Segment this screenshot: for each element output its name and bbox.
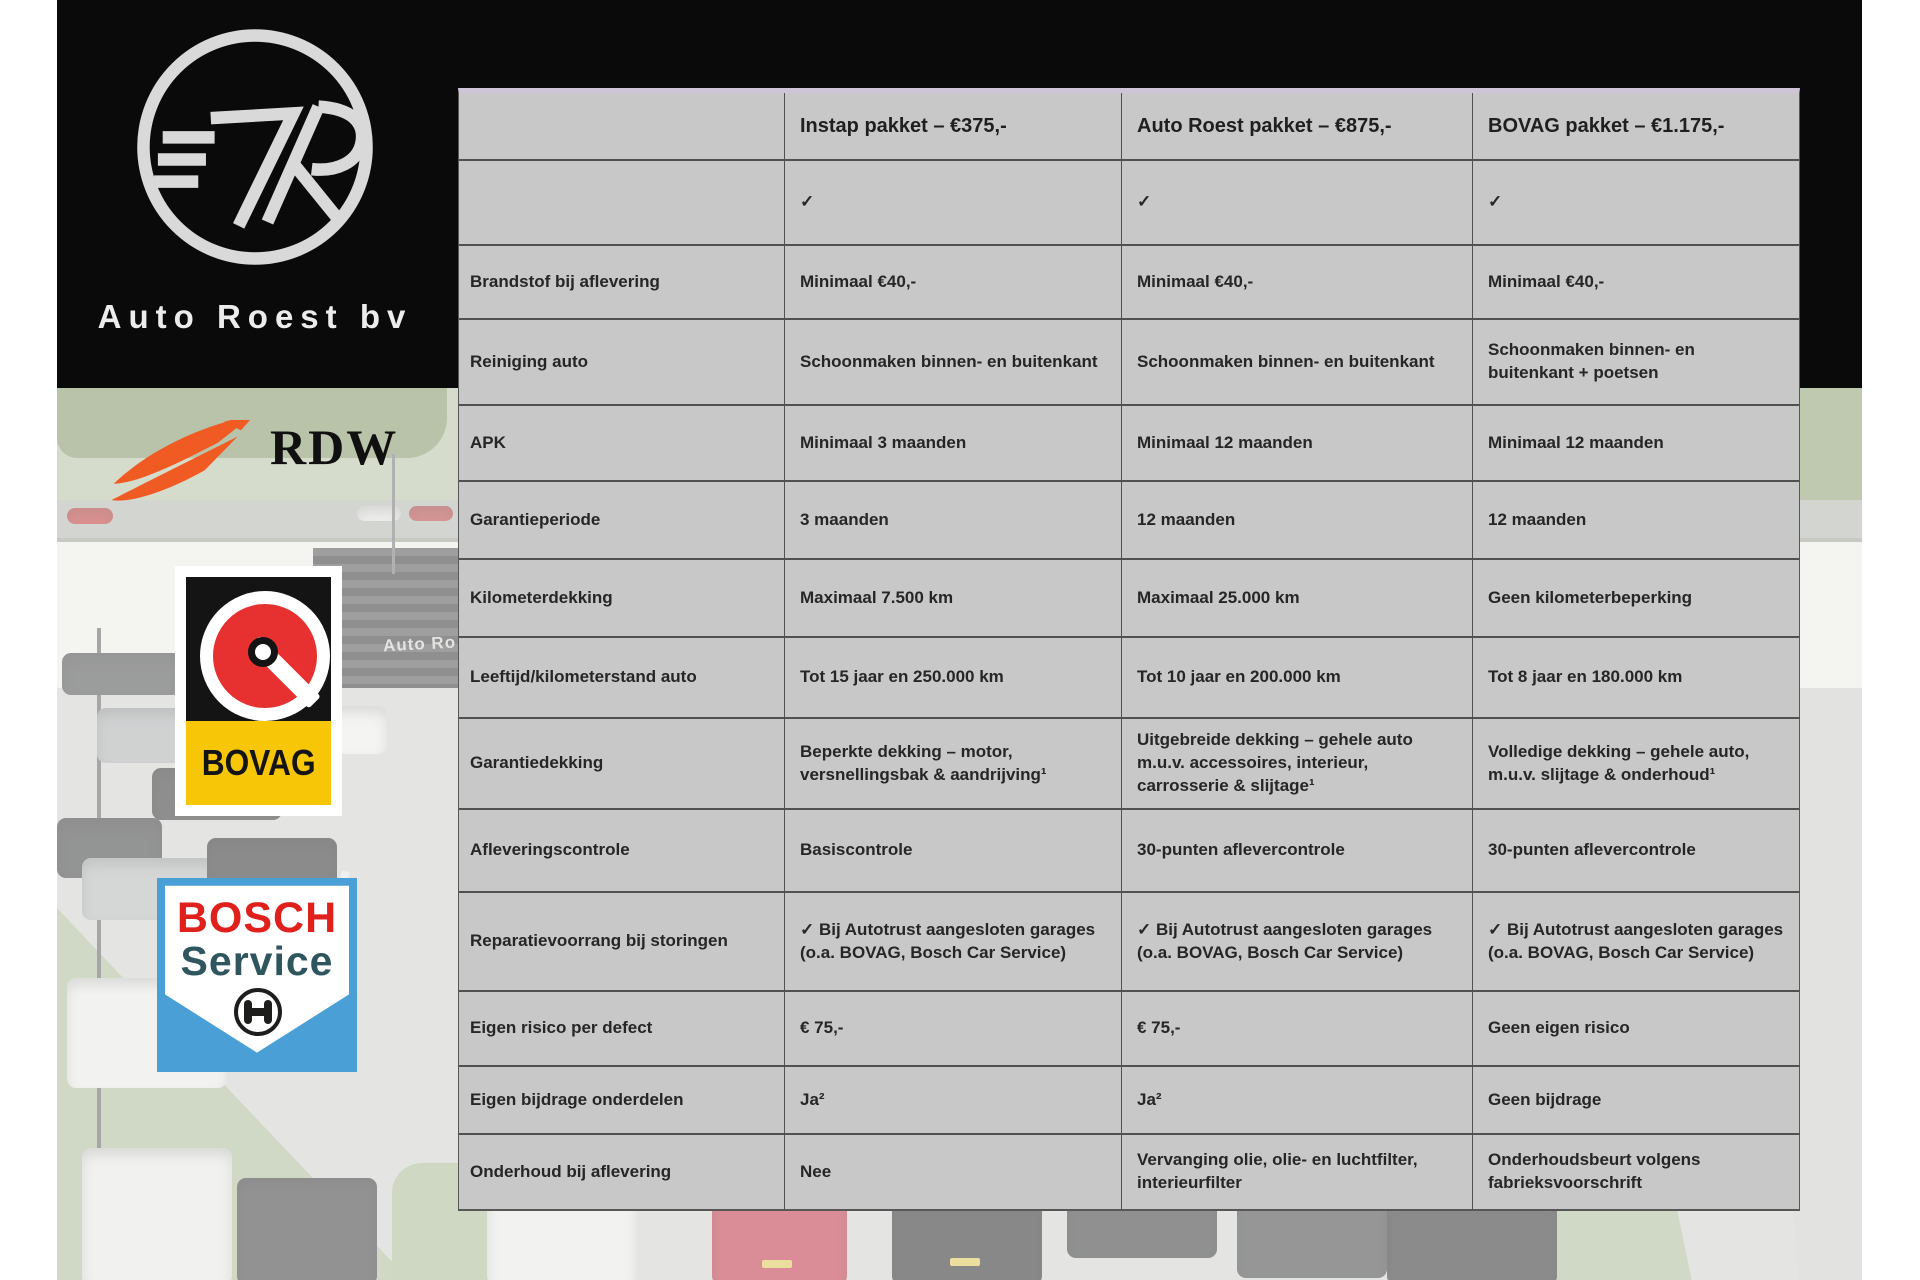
row-label-garantiedekking: Garantiedekking <box>459 719 785 810</box>
cell-eigen-risico-autoroest: € 75,- <box>1122 992 1473 1067</box>
cell-afleveringscontrole-bovag: 30-punten aflevercontrole <box>1473 810 1799 893</box>
road-car <box>409 506 453 521</box>
cell-reiniging-instap: Schoonmaken binnen- en buitenkant <box>785 320 1122 406</box>
cell-brandstof-instap: Minimaal €40,- <box>785 246 1122 320</box>
row-label-reparatievoorrang: Reparatievoorrang bij storingen <box>459 893 785 992</box>
cell-garantiedekking-bovag: Volledige dekking – gehele auto, m.u.v. slijtage & onderhoud¹ <box>1473 719 1799 810</box>
row-label-eigen-bijdrage: Eigen bijdrage onderdelen <box>459 1067 785 1135</box>
cell-garantieperiode-bovag: 12 maanden <box>1473 482 1799 560</box>
cell-eigen-bijdrage-bovag: Geen bijdrage <box>1473 1067 1799 1135</box>
cell-brandstof-autoroest: Minimaal €40,- <box>1122 246 1473 320</box>
rdw-wordmark: RDW <box>270 419 399 475</box>
cell-eigen-bijdrage-instap: Ja² <box>785 1067 1122 1135</box>
rdw-logo <box>108 412 408 512</box>
cell-eigen-bijdrage-autoroest: Ja² <box>1122 1067 1473 1135</box>
row-label-kilometerdekking: Kilometerdekking <box>459 560 785 638</box>
cell-leeftijd-instap: Tot 15 jaar en 250.000 km <box>785 638 1122 719</box>
cell-leeftijd-autoroest: Tot 10 jaar en 200.000 km <box>1122 638 1473 719</box>
cell-garantiedekking-autoroest: Uitgebreide dekking – gehele auto m.u.v. accessoires, interieur, carrosserie & slijtage¹ <box>1122 719 1473 810</box>
bovag-q-icon <box>186 577 331 721</box>
header-label-cell <box>459 93 785 161</box>
license-plate <box>762 1260 792 1268</box>
package-comparison-table <box>458 88 1800 1211</box>
cell-kilometerdekking-autoroest: Maximaal 25.000 km <box>1122 560 1473 638</box>
cell-apk-instap: Minimaal 3 maanden <box>785 406 1122 482</box>
parked-car <box>62 653 182 695</box>
row-label-leeftijd: Leeftijd/kilometerstand auto <box>459 638 785 719</box>
parked-car <box>237 1178 377 1280</box>
cell-afleveringscontrole-instap: Basiscontrole <box>785 810 1122 893</box>
cell-reiniging-bovag: Schoonmaken binnen- en buitenkant + poetsen <box>1473 320 1799 406</box>
cell-eigen-risico-bovag: Geen eigen risico <box>1473 992 1799 1067</box>
cell-brandstof-bovag: Minimaal €40,- <box>1473 246 1799 320</box>
cell-onderhoud-bovag: Onderhoudsbeurt volgens fabrieksvoorschrift <box>1488 1150 1701 1192</box>
building-sign: Auto Ro <box>382 632 457 656</box>
bovag-logo <box>175 566 342 816</box>
cell-garantieperiode-instap: 3 maanden <box>785 482 1122 560</box>
cell-included-check: ✓ <box>785 161 1122 246</box>
row-label-afleveringscontrole: Afleveringscontrole <box>459 810 785 893</box>
cell-apk-autoroest: Minimaal 12 maanden <box>1122 406 1473 482</box>
header-instap-pakket: Instap pakket – €375,- <box>785 93 1122 161</box>
row-label-eigen-risico: Eigen risico per defect <box>459 992 785 1067</box>
cell-kilometerdekking-instap: Maximaal 7.500 km <box>785 560 1122 638</box>
cell-reparatievoorrang-instap: ✓ Bij Autotrust aangesloten garages (o.a. BOVAG, Bosch Car Service) <box>785 893 1122 992</box>
cell-garantiedekking-instap: Beperkte dekking – motor, versnellingsbak & aandrijving¹ <box>785 719 1122 810</box>
cell-eigen-risico-instap: € 75,- <box>785 992 1122 1067</box>
bosch-service-wordmark: Service <box>180 938 334 984</box>
cell-included-check: ✓ <box>1122 161 1473 246</box>
cell-reparatievoorrang-bovag: ✓ Bij Autotrust aangesloten garages (o.a. BOVAG, Bosch Car Service) <box>1473 893 1799 992</box>
row-label-garantieperiode: Garantieperiode <box>459 482 785 560</box>
cell-onderhoud-instap: Nee <box>785 1135 1122 1209</box>
row-label-onderhoud: Onderhoud bij aflevering <box>459 1135 785 1209</box>
license-plate <box>950 1258 980 1266</box>
road-car <box>67 508 113 524</box>
parked-car <box>82 1148 232 1280</box>
row-label <box>459 161 785 246</box>
cell-apk-bovag: Minimaal 12 maanden <box>1473 406 1799 482</box>
auto-roest-logo <box>90 22 420 336</box>
cell-reiniging-autoroest: Schoonmaken binnen- en buitenkant <box>1122 320 1473 406</box>
header-bovag-pakket: BOVAG pakket – €1.175,- <box>1473 93 1799 161</box>
cell-reparatievoorrang-autoroest: ✓ Bij Autotrust aangesloten garages (o.a. BOVAG, Bosch Car Service) <box>1122 893 1473 992</box>
cell-kilometerdekking-bovag: Geen kilometerbeperking <box>1473 560 1799 638</box>
cell-included-check: ✓ <box>1473 161 1799 246</box>
row-label-brandstof: Brandstof bij aflevering <box>459 246 785 320</box>
bovag-center-dot <box>248 637 278 667</box>
bosch-wordmark: BOSCH <box>176 894 338 942</box>
cell-leeftijd-bovag: Tot 8 jaar en 180.000 km <box>1473 638 1799 719</box>
bosch-armature-icon <box>232 986 284 1043</box>
cell-afleveringscontrole-autoroest: 30-punten aflevercontrole <box>1122 810 1473 893</box>
bovag-wordmark: BOVAG <box>201 742 316 783</box>
bosch-service-logo <box>157 878 357 1072</box>
cell-onderhoud-autoroest: Vervanging olie, olie- en luchtfilter, interieurfilter <box>1122 1135 1473 1209</box>
row-label-reiniging: Reiniging auto <box>459 320 785 406</box>
header-auto-roest-pakket: Auto Roest pakket – €875,- <box>1122 93 1473 161</box>
row-label-apk: APK <box>459 406 785 482</box>
bovag-yellow-band <box>186 721 331 805</box>
cell-garantieperiode-autoroest: 12 maanden <box>1122 482 1473 560</box>
brand-name: Auto Roest bv <box>97 298 413 335</box>
auto-roest-monogram-icon <box>90 22 420 272</box>
